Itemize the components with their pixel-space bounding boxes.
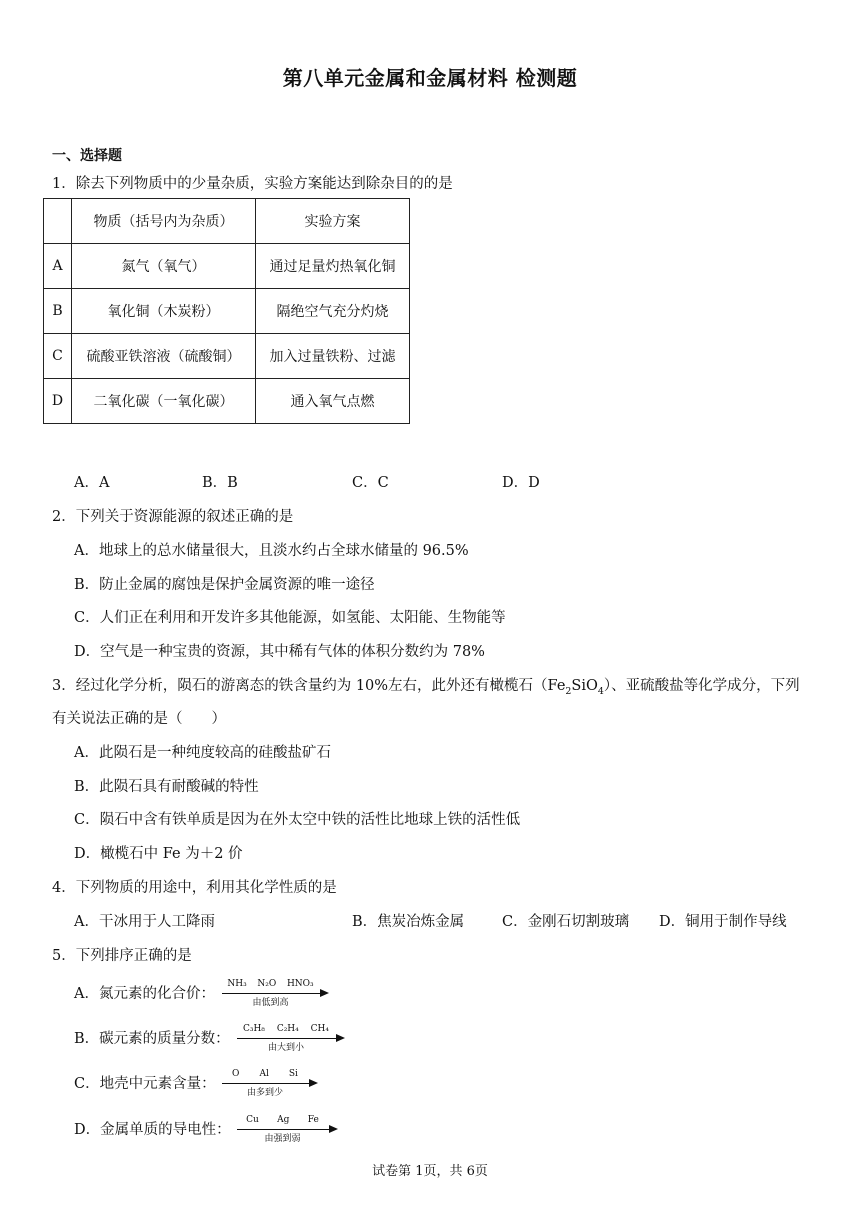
option-c[interactable]: C．陨石中含有铁单质是因为在外太空中铁的活性比地球上铁的活性低 [74,812,521,828]
question-1-table [43,198,410,424]
option-d[interactable]: D．橄榄石中 Fe 为＋2 价 [74,846,243,862]
table-header-method: 实验方案 [256,199,410,244]
subscript: 4 [597,685,604,697]
arrow-item: NH₃ [227,979,247,989]
option-a[interactable]: A．此陨石是一种纯度较高的硅酸盐矿石 [74,745,331,761]
option-label: C．地壳中元素含量： [74,1076,216,1092]
option-a[interactable] [74,982,215,1003]
arrow-caption: 由强到弱 [264,1134,301,1144]
arrow-item: C₂H₄ [276,1024,299,1034]
ordering-arrow [237,1115,338,1144]
table-row [44,379,410,424]
table-cell: 硫酸亚铁溶液（硫酸铜） [72,334,256,379]
option-c[interactable]: C．C [352,475,389,491]
arrow-head-icon [336,1034,345,1042]
arrow-caption: 由多到少 [246,1088,283,1098]
table-cell: D [44,379,72,424]
arrow-item: C₃H₈ [242,1024,265,1034]
question-5-stem: 5．下列排序正确的是 [52,948,192,964]
table-cell: 二氧化碳（一氧化碳） [72,379,256,424]
question-3-stem-line2: 有关说法正确的是（ ） [52,711,226,727]
arrow-head-icon [309,1079,318,1087]
option-b[interactable]: B．此陨石具有耐酸碱的特性 [74,779,259,795]
option-b[interactable]: B．焦炭冶炼金属 [352,914,465,930]
table-row [44,334,410,379]
option-d[interactable] [74,1118,231,1139]
option-d[interactable]: D．空气是一种宝贵的资源，其中稀有气体的体积分数约为 78% [74,644,485,660]
arrow-head-icon [329,1125,338,1133]
option-b[interactable]: B．B [202,475,238,491]
question-3-stem [52,674,800,697]
table-cell: 氮气（氧气） [72,244,256,289]
stem-text: SiO [571,678,598,694]
arrow-caption: 由低到高 [252,998,289,1008]
table-cell: 通入氧气点燃 [256,379,410,424]
arrow-top-labels [237,1115,328,1125]
option-c[interactable] [74,1072,216,1093]
arrow-head-icon [320,989,329,997]
ordering-arrow [222,1069,318,1098]
arrow-line [237,1038,337,1039]
question-1-stem: 1．除去下列物质中的少量杂质，实验方案能达到除杂目的的是 [52,176,453,192]
table-cell: 加入过量铁粉、过滤 [256,334,410,379]
arrow-item: Cu [246,1115,259,1125]
option-a[interactable]: A．A [74,475,110,491]
table-cell: 氧化铜（木炭粉） [72,289,256,334]
table-cell: 通过足量灼热氧化铜 [256,244,410,289]
option-c[interactable]: C．人们正在利用和开发许多其他能源，如氢能、太阳能、生物能等 [74,610,506,626]
option-b[interactable]: B．防止金属的腐蚀是保护金属资源的唯一途径 [74,577,375,593]
option-label: A．氮元素的化合价： [74,986,215,1002]
table-cell: C [44,334,72,379]
arrow-item: N₂O [257,979,277,989]
question-4-stem: 4．下列物质的用途中，利用其化学性质的是 [52,880,337,896]
arrow-item: CH₄ [310,1024,330,1034]
page-title: 第八单元金属和金属材料 检测题 [282,66,578,90]
arrow-item: Al [259,1069,269,1079]
arrow-top-labels [222,979,319,989]
stem-text: ）、亚硫酸盐等化学成分，下列 [603,678,800,694]
arrow-item: Si [288,1069,298,1079]
option-a[interactable]: A．干冰用于人工降雨 [74,914,215,930]
option-label: D．金属单质的导电性： [74,1122,231,1138]
option-a[interactable]: A．地球上的总水储量很大，且淡水约占全球水储量的 96.5% [74,543,469,559]
arrow-caption: 由大到小 [267,1043,304,1053]
option-label: B．碳元素的质量分数： [74,1031,230,1047]
table-cell: B [44,289,72,334]
option-d[interactable]: D．铜用于制作导线 [659,914,787,930]
option-c[interactable]: C．金刚石切割玻璃 [502,914,630,930]
table-row [44,244,410,289]
table-header-substance: 物质（括号内为杂质） [72,199,256,244]
arrow-top-labels [237,1024,335,1034]
subscript: 2 [565,685,572,697]
ordering-arrow [222,979,329,1008]
arrow-top-labels [222,1069,308,1079]
section-heading: 一、选择题 [52,148,122,164]
arrow-item: Ag [277,1115,290,1125]
table-header-row [44,199,410,244]
page-footer: 试卷第 1页，共 6页 [372,1164,488,1179]
stem-text: 3．经过化学分析，陨石的游离态的铁含量约为 10%左右，此外还有橄榄石（Fe [52,678,566,694]
option-b[interactable] [74,1027,230,1048]
option-d[interactable]: D．D [502,475,540,491]
table-cell: A [44,244,72,289]
arrow-line [222,993,321,994]
arrow-line [237,1129,330,1130]
ordering-arrow [237,1024,345,1053]
table-cell: 隔绝空气充分灼烧 [256,289,410,334]
arrow-line [222,1083,310,1084]
arrow-item: Fe [307,1115,319,1125]
arrow-item: O [232,1069,240,1079]
table-row [44,289,410,334]
arrow-item: HNO₃ [286,979,314,989]
table-cell [44,199,72,244]
question-2-stem: 2．下列关于资源能源的叙述正确的是 [52,509,294,525]
